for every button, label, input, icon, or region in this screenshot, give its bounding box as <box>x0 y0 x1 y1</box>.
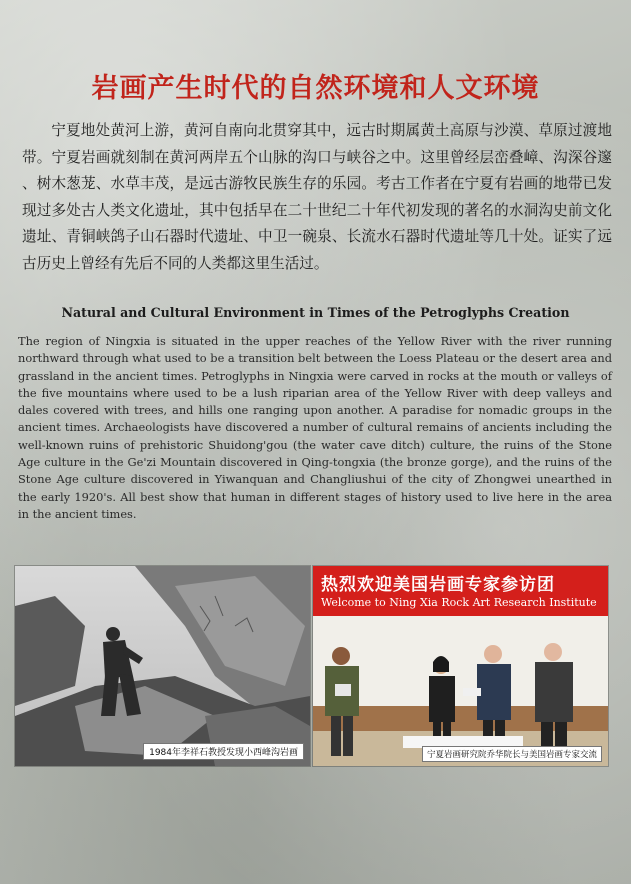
left-photo-caption: 1984年李祥石教授发现小西峰沟岩画 <box>143 743 304 760</box>
chinese-paragraph: 宁夏地处黄河上游，黄河自南向北贯穿其中，远古时期属黄土高原与沙漠、草原过渡地带。宁夏岩画就刻制在黄河两岸五个山脉的沟口与峡谷之中。这里曾经层峦叠嶂、沟深谷邃 、树木葱茏、水草丰茂，是远古游牧民族生存的乐园。考古工作者在宁夏有岩画的地带已发现过多处古人类文化遗址，其中包括早在二十世纪二十年代初发现的著名的水洞沟史前文化遗址、青铜峡鸽子山石器时代遗址、中卫一碗泉、长流水石器时代遗址等几十处。证实了远古历史上曾经有先后不同的人类都这里生活过。 <box>22 122 612 272</box>
photo-rock-art-discovery <box>15 566 310 766</box>
photo-visiting-delegation <box>313 566 608 766</box>
english-paragraph: The region of Ningxia is situated in the upper reaches of the Yellow River with the river running northward through what used to be a transition belt between the Loess Plateau or the desert area and grassland in the ancient times. Petroglyphs in Ningxia were carved in rocks at the mouth or valleys of the five mountains where used to be a lush riparian area of the Yellow River with deep valleys and dales covered with trees, and hills one ranging upon another. A paradise for nomadic groups in the ancient times. Archaeologists have discovered a number of cultural remains of ancients including the well-known ruins of prehistoric Shuidong'gou (the water cave ditch) culture, the ruins of the Stone Age culture in the Ge'zi Mountain discovered in Qing-tongxia (the bronze gorge), and the ruins of the Stone Age culture discovered in Yiwanquan and Changliushui of the city of Zhongwei unearthed in the early 1920's. All best show that human in different stages of history used to live here in the area in the ancient times. <box>18 334 612 521</box>
panel-title: 岩画产生时代的自然环境和人文环境 <box>91 73 540 104</box>
welcome-banner <box>313 566 608 616</box>
rock-landscape-illustration <box>15 566 310 766</box>
banner-chinese-text: 热烈欢迎美国岩画专家参访团 <box>321 575 555 595</box>
banner-english-text: Welcome to Ning Xia Rock Art Research Institute <box>321 596 597 609</box>
english-title: Natural and Cultural Environment in Times of the Petroglyphs Creation <box>61 305 570 320</box>
right-photo-caption: 宁夏岩画研究院乔华院长与美国岩画专家交流 <box>422 746 602 762</box>
